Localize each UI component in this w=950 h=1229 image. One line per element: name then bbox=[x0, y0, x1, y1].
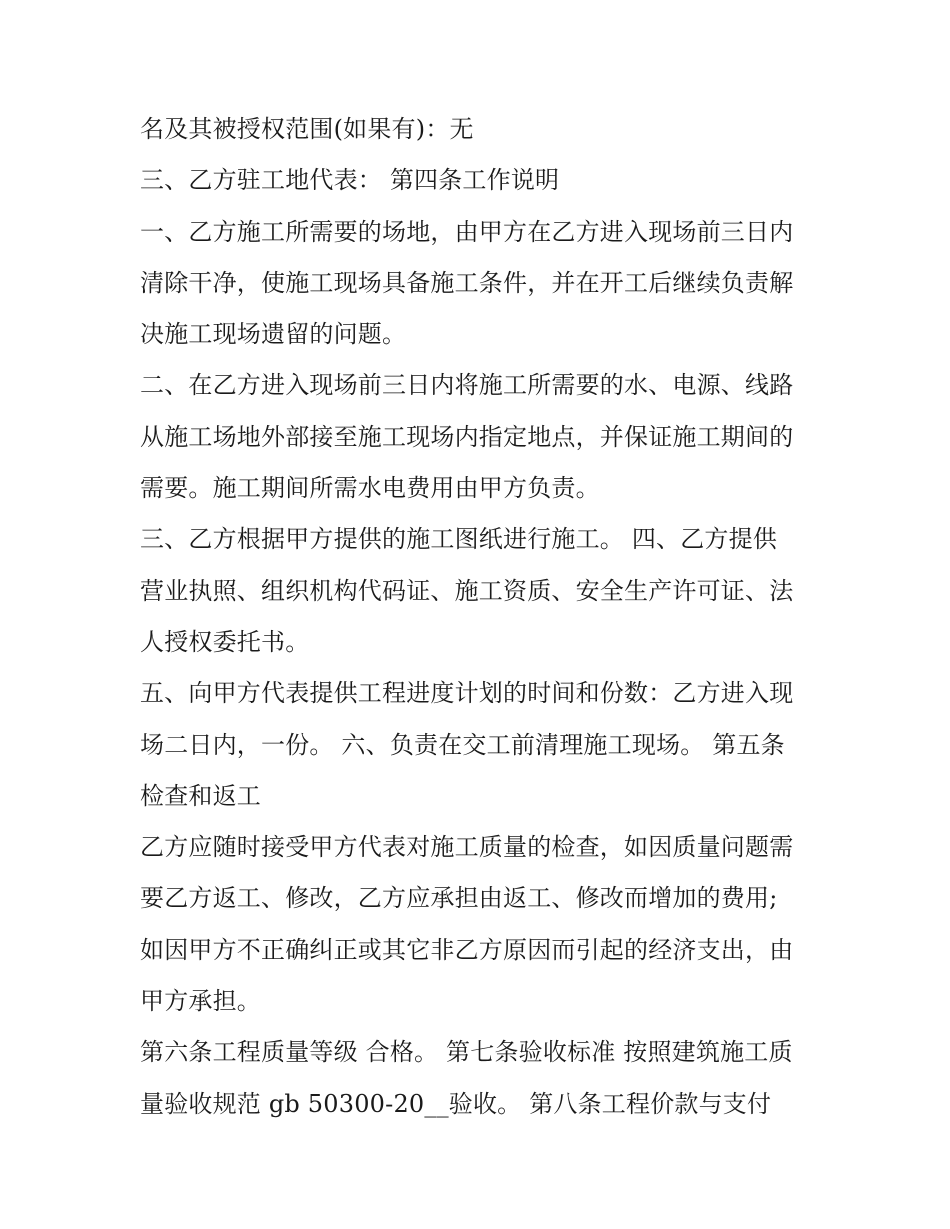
text-line: 从施工场地外部接至施工现场内指定地点，并保证施工期间的 bbox=[140, 422, 794, 451]
text-line: 乙方应随时接受甲方代表对施工质量的检查，如因质量问题需 bbox=[140, 833, 794, 862]
text-line: 名及其被授权范围(如果有)：无 bbox=[140, 115, 474, 143]
text-line: 三、乙方根据甲方提供的施工图纸进行施工。 四、乙方提供 bbox=[140, 525, 778, 554]
text-line: 如因甲方不正确纠正或其它非乙方原因而引起的经济支出，由 bbox=[140, 935, 794, 964]
text-line: 场二日内，一份。 六、负责在交工前清理施工现场。 第五条 bbox=[140, 730, 785, 759]
text-line: 检查和返工 bbox=[140, 781, 261, 810]
text-line: 人授权委托书。 bbox=[140, 627, 310, 656]
text-line: 一、乙方施工所需要的场地，由甲方在乙方进入现场前三日内 bbox=[140, 217, 794, 246]
text-line: 五、向甲方代表提供工程进度计划的时间和份数：乙方进入现 bbox=[140, 679, 794, 708]
text-line: 营业执照、组织机构代码证、施工资质、安全生产许可证、法 bbox=[140, 576, 794, 605]
text-line: 决施工现场遗留的问题。 bbox=[140, 320, 407, 349]
text-line: 甲方承担。 bbox=[140, 987, 261, 1016]
text-line: 清除干净，使施工现场具备施工条件，并在开工后继续负责解 bbox=[140, 268, 794, 297]
text-line: 二、在乙方进入现场前三日内将施工所需要的水、电源、线路 bbox=[140, 371, 794, 400]
text-line: 需要。施工期间所需水电费用由甲方负责。 bbox=[140, 474, 600, 503]
text-line: 要乙方返工、修改，乙方应承担由返工、修改而增加的费用; bbox=[140, 884, 778, 913]
text-line: 第六条工程质量等级 合格。 第七条验收标准 按照建筑施工质 bbox=[140, 1038, 793, 1067]
text-line: 量验收规范 gb 50300-20__验收。 第八条工程价款与支付 bbox=[140, 1089, 772, 1118]
text-line: 三、乙方驻工地代表： 第四条工作说明 bbox=[140, 166, 560, 195]
document-body bbox=[140, 104, 820, 1130]
